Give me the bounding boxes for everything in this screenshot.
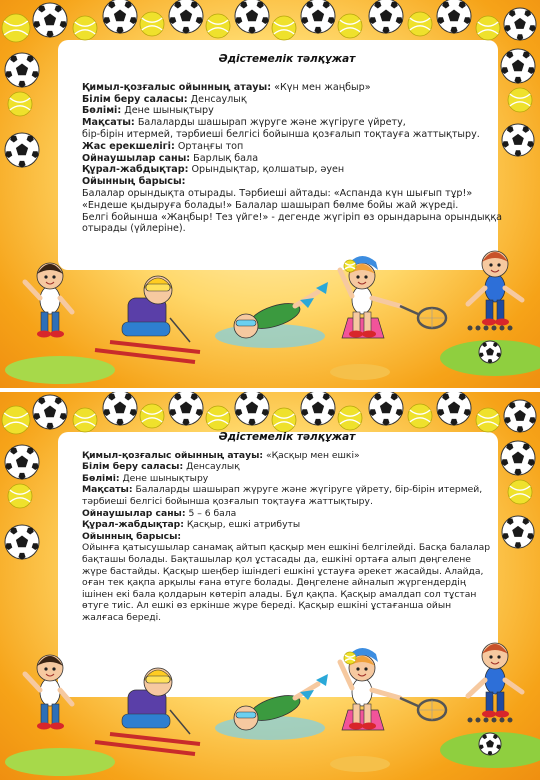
info-value: Денсаулық bbox=[187, 93, 247, 105]
info-label: Ойынның барысы: bbox=[82, 530, 182, 542]
info-value: Орындықтар, қолшатыр, әуен bbox=[188, 164, 345, 176]
info-row bbox=[82, 473, 492, 485]
game-description-line: «Ендеше қыдыруға болады!» Балалар шашырап бөлме бойы жай жүреді. bbox=[82, 199, 459, 211]
tennis-girl-illustration bbox=[340, 256, 446, 338]
info-row bbox=[82, 508, 492, 520]
swimmer-child-illustration bbox=[215, 282, 328, 348]
game-description-line: Белгі бойынша «Жаңбыр! Тез үйге!» - дегенде жүгіріп өз орындарына орындыққа bbox=[82, 211, 503, 223]
info-row bbox=[82, 94, 492, 106]
info-label: Ойнаушылар саны: bbox=[82, 507, 186, 519]
info-label: Қимыл-қозғалыс ойынның атауы: bbox=[82, 449, 264, 461]
info-row bbox=[82, 461, 492, 473]
info-row bbox=[82, 82, 492, 94]
info-value: тәрбиеші белгісі бойынша қозғалып тоқтауға жаттықтыру. bbox=[82, 495, 373, 507]
info-value: «Күн мен жаңбыр» bbox=[271, 81, 371, 93]
card-text-2 bbox=[82, 432, 492, 624]
game-description: Ойынға қатысушылар санамақ айтып қасқыр мен ешкіні белгілейді. Басқа балалар бақташы болады. Бақташылар қол ұстасады да, ешкіні ортаға алып дөңгелене жүре бастайды. Қасқыр шеңбер ішіндегі ешкіні ұстауға әрекет жасайды. Алайда, оған тек қақпа арқылы ғана өтуге болады. Дөңгелене айналып жүргендердің ішінен екі бала қолдарын көтеріп алады. Бұл қақпа. Қасқыр амалдап сол тұстан өтуге тиіс. Ал ешкі өз еркінше жүре береді. Қасқыр ешкіні ұстағанша ойын жалғаса береді. bbox=[82, 542, 491, 623]
info-label: Қимыл-қозғалыс ойынның атауы: bbox=[82, 81, 272, 93]
info-label: Білім беру саласы: bbox=[82, 93, 188, 105]
info-value: Дене шынықтыру bbox=[121, 105, 214, 117]
card-methodical-sheet-2 bbox=[0, 392, 540, 780]
card-methodical-sheet-1 bbox=[0, 0, 540, 388]
info-label: Жас ерекшелігі: bbox=[82, 140, 175, 152]
info-value: 5 – 6 бала bbox=[185, 507, 237, 519]
skier-child-illustration bbox=[95, 276, 200, 362]
swimmer-child-illustration bbox=[215, 674, 328, 740]
info-label: Ойынның барысы: bbox=[82, 176, 186, 188]
info-row bbox=[82, 496, 492, 508]
soccer-ball-icon bbox=[479, 733, 501, 755]
info-row bbox=[82, 450, 492, 462]
info-label: Бөлімі: bbox=[82, 472, 120, 484]
info-row bbox=[82, 176, 492, 188]
info-value: Балаларды шашырап жүруге және жүгіруге үйрету, бір-бірін итермей, bbox=[132, 484, 483, 496]
info-row bbox=[82, 164, 492, 176]
info-row bbox=[82, 484, 492, 496]
tennis-girl-illustration bbox=[340, 648, 446, 730]
info-value: «Қасқыр мен ешкі» bbox=[263, 449, 360, 461]
info-value: Денсаулық bbox=[183, 461, 240, 473]
info-row bbox=[82, 153, 492, 165]
info-label: Мақсаты: bbox=[82, 117, 135, 129]
info-label: Құрал-жабдықтар: bbox=[82, 164, 189, 176]
info-label: Бөлімі: bbox=[82, 105, 122, 117]
info-label: Білім беру саласы: bbox=[82, 461, 184, 473]
boy-with-ball-illustration bbox=[25, 263, 72, 338]
info-value: Ортаңғы топ bbox=[174, 140, 244, 152]
info-row bbox=[82, 531, 492, 543]
info-value: бір-бірін итермей, тәрбиеші белгісі бойынша қозғалып тоқтауға жаттықтыру. bbox=[82, 128, 480, 140]
info-row bbox=[82, 105, 492, 117]
game-description-line: Балалар орындықта отырады. Тәрбиеші айтады: «Аспанда күн шығып тұр!» bbox=[82, 187, 473, 199]
info-label: Ойнаушылар саны: bbox=[82, 152, 191, 164]
boy-with-ball-illustration bbox=[25, 655, 72, 730]
info-row bbox=[82, 129, 492, 141]
card-text-1 bbox=[82, 53, 503, 235]
info-row bbox=[82, 141, 492, 153]
info-value: Дене шынықтыру bbox=[119, 472, 209, 484]
info-row bbox=[82, 519, 492, 531]
card-title: Әдістемелік тәлқұжат bbox=[218, 431, 356, 443]
info-label: Мақсаты: bbox=[82, 484, 133, 496]
info-label: Құрал-жабдықтар: bbox=[82, 519, 184, 531]
tennis-ball-icon bbox=[344, 652, 356, 664]
soccer-ball-icon bbox=[479, 341, 501, 363]
game-description-line: отырады (үйлеріне). bbox=[82, 223, 186, 235]
info-value: Қасқыр, ешкі атрибуты bbox=[183, 519, 301, 531]
card-title: Әдістемелік тәлқұжат bbox=[218, 53, 356, 65]
tennis-ball-icon bbox=[344, 260, 356, 272]
info-value: Барлық бала bbox=[190, 152, 259, 164]
info-value: Балаларды шашырап жүруге және жүгіруге үйрету, bbox=[134, 117, 406, 129]
info-row bbox=[82, 117, 492, 129]
skier-child-illustration bbox=[95, 668, 200, 754]
